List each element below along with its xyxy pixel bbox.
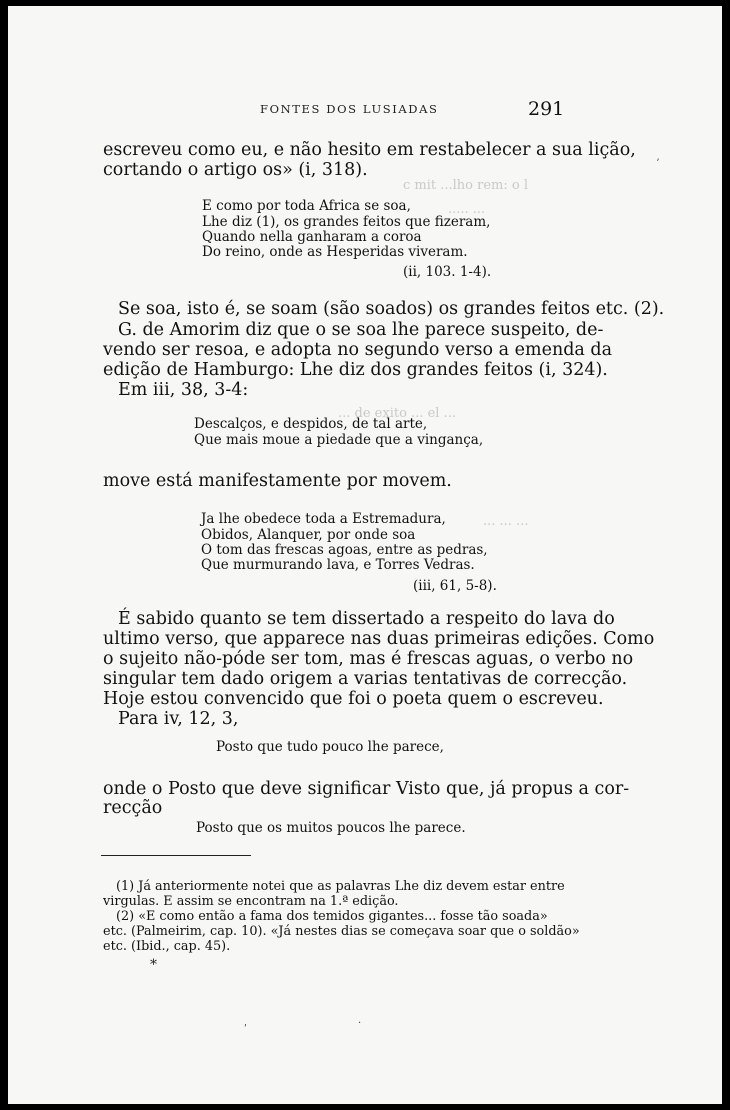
show-through-text: c mit ...lho rem: o l [403,178,529,193]
paragraph-line: edição de Hamburgo: Lhe diz dos grandes feitos (i, 324). [103,360,608,380]
end-mark: * [150,957,157,973]
paper-speck: ʹ [244,1024,247,1035]
book-page [8,6,722,1104]
paragraph-line: cortando o artigo os» (i, 318). [103,160,368,180]
show-through-text: ... ... ... [483,514,529,529]
footnote-line: etc. (Palmeirim, cap. 10). «Já nestes dias se começava soar que o soldão» [103,924,580,939]
footnote-rule [101,855,251,856]
running-title: FONTES DOS LUSIADAS [260,102,439,116]
verse-line: Do reino, onde as Hesperidas viveram. [202,244,468,260]
verse-line: Quando nella ganharam a coroa [202,229,422,245]
verse-line: Obidos, Alanquer, por onde soa [201,527,416,543]
paragraph-line: singular tem dado origem a varias tentativas de correcção. [103,669,628,689]
paragraph-line: onde o Posto que deve significar Visto que, já propus a cor- [103,779,630,799]
verse-line: O tom das frescas agoas, entre as pedras, [201,542,488,558]
paper-speck: ʼ [656,158,660,169]
footnote-line: (2) «E como então a fama dos temidos gigantes... fosse tão soada» [116,909,548,924]
paragraph-line: vendo ser resoa, e adopta no segundo verso a emenda da [103,340,613,360]
paragraph-line: o sujeito não-póde ser tom, mas é frescas aguas, o verbo no [103,649,634,669]
verse-line: Ja lhe obedece toda a Estremadura, [201,511,446,527]
footnote-line: (1) Já anteriormente notei que as palavras Lhe diz devem estar entre [116,879,565,894]
verse-line: Lhe diz (1), os grandes feitos que fizeram, [202,214,491,230]
paragraph-line: Em iii, 38, 3-4: [118,380,249,400]
footnote-line: virgulas. E assim se encontram na 1.ª edição. [103,894,399,909]
verse-line: Descalços, e despidos, de tal arte, [194,416,428,432]
citation: (ii, 103. 1-4). [403,264,492,280]
paragraph-line: É sabido quanto se tem dissertado a respeito do lava do [118,609,615,629]
verse-line: E como por toda Africa se soa, [202,198,411,214]
verse-line: Que mais moue a piedade que a vingança, [194,432,484,448]
citation: (iii, 61, 5-8). [413,578,497,594]
verse-line: Posto que os muitos poucos lhe parece. [196,820,466,836]
paragraph-line: G. de Amorim diz que o se soa lhe parece suspeito, de- [118,320,604,340]
footnote-line: etc. (Ibid., cap. 45). [103,939,231,954]
paragraph-line: Para iv, 12, 3, [118,709,239,729]
page-number: 291 [528,98,565,120]
paragraph-line: ultimo verso, que apparece nas duas primeiras edições. Como [103,629,655,649]
paragraph-line: recção [103,798,163,818]
verse-line: Que murmurando lava, e Torres Vedras. [201,557,475,573]
show-through-text: ..... ... [448,202,486,217]
paragraph-line: escreveu como eu, e não hesito em restabelecer a sua lição, [103,140,636,160]
paper-speck: · [358,1018,362,1029]
verse-line: Posto que tudo pouco lhe parece, [216,739,444,755]
paragraph-line: Hoje estou convencido que foi o poeta quem o escreveu. [103,689,604,709]
paragraph-line: Se soa, isto é, se soam (são soados) os grandes feitos etc. (2). [118,299,665,319]
paragraph-line: move está manifestamente por movem. [103,471,452,491]
show-through-text: ... de exito ... el ... [338,406,456,421]
page-header [8,100,722,124]
